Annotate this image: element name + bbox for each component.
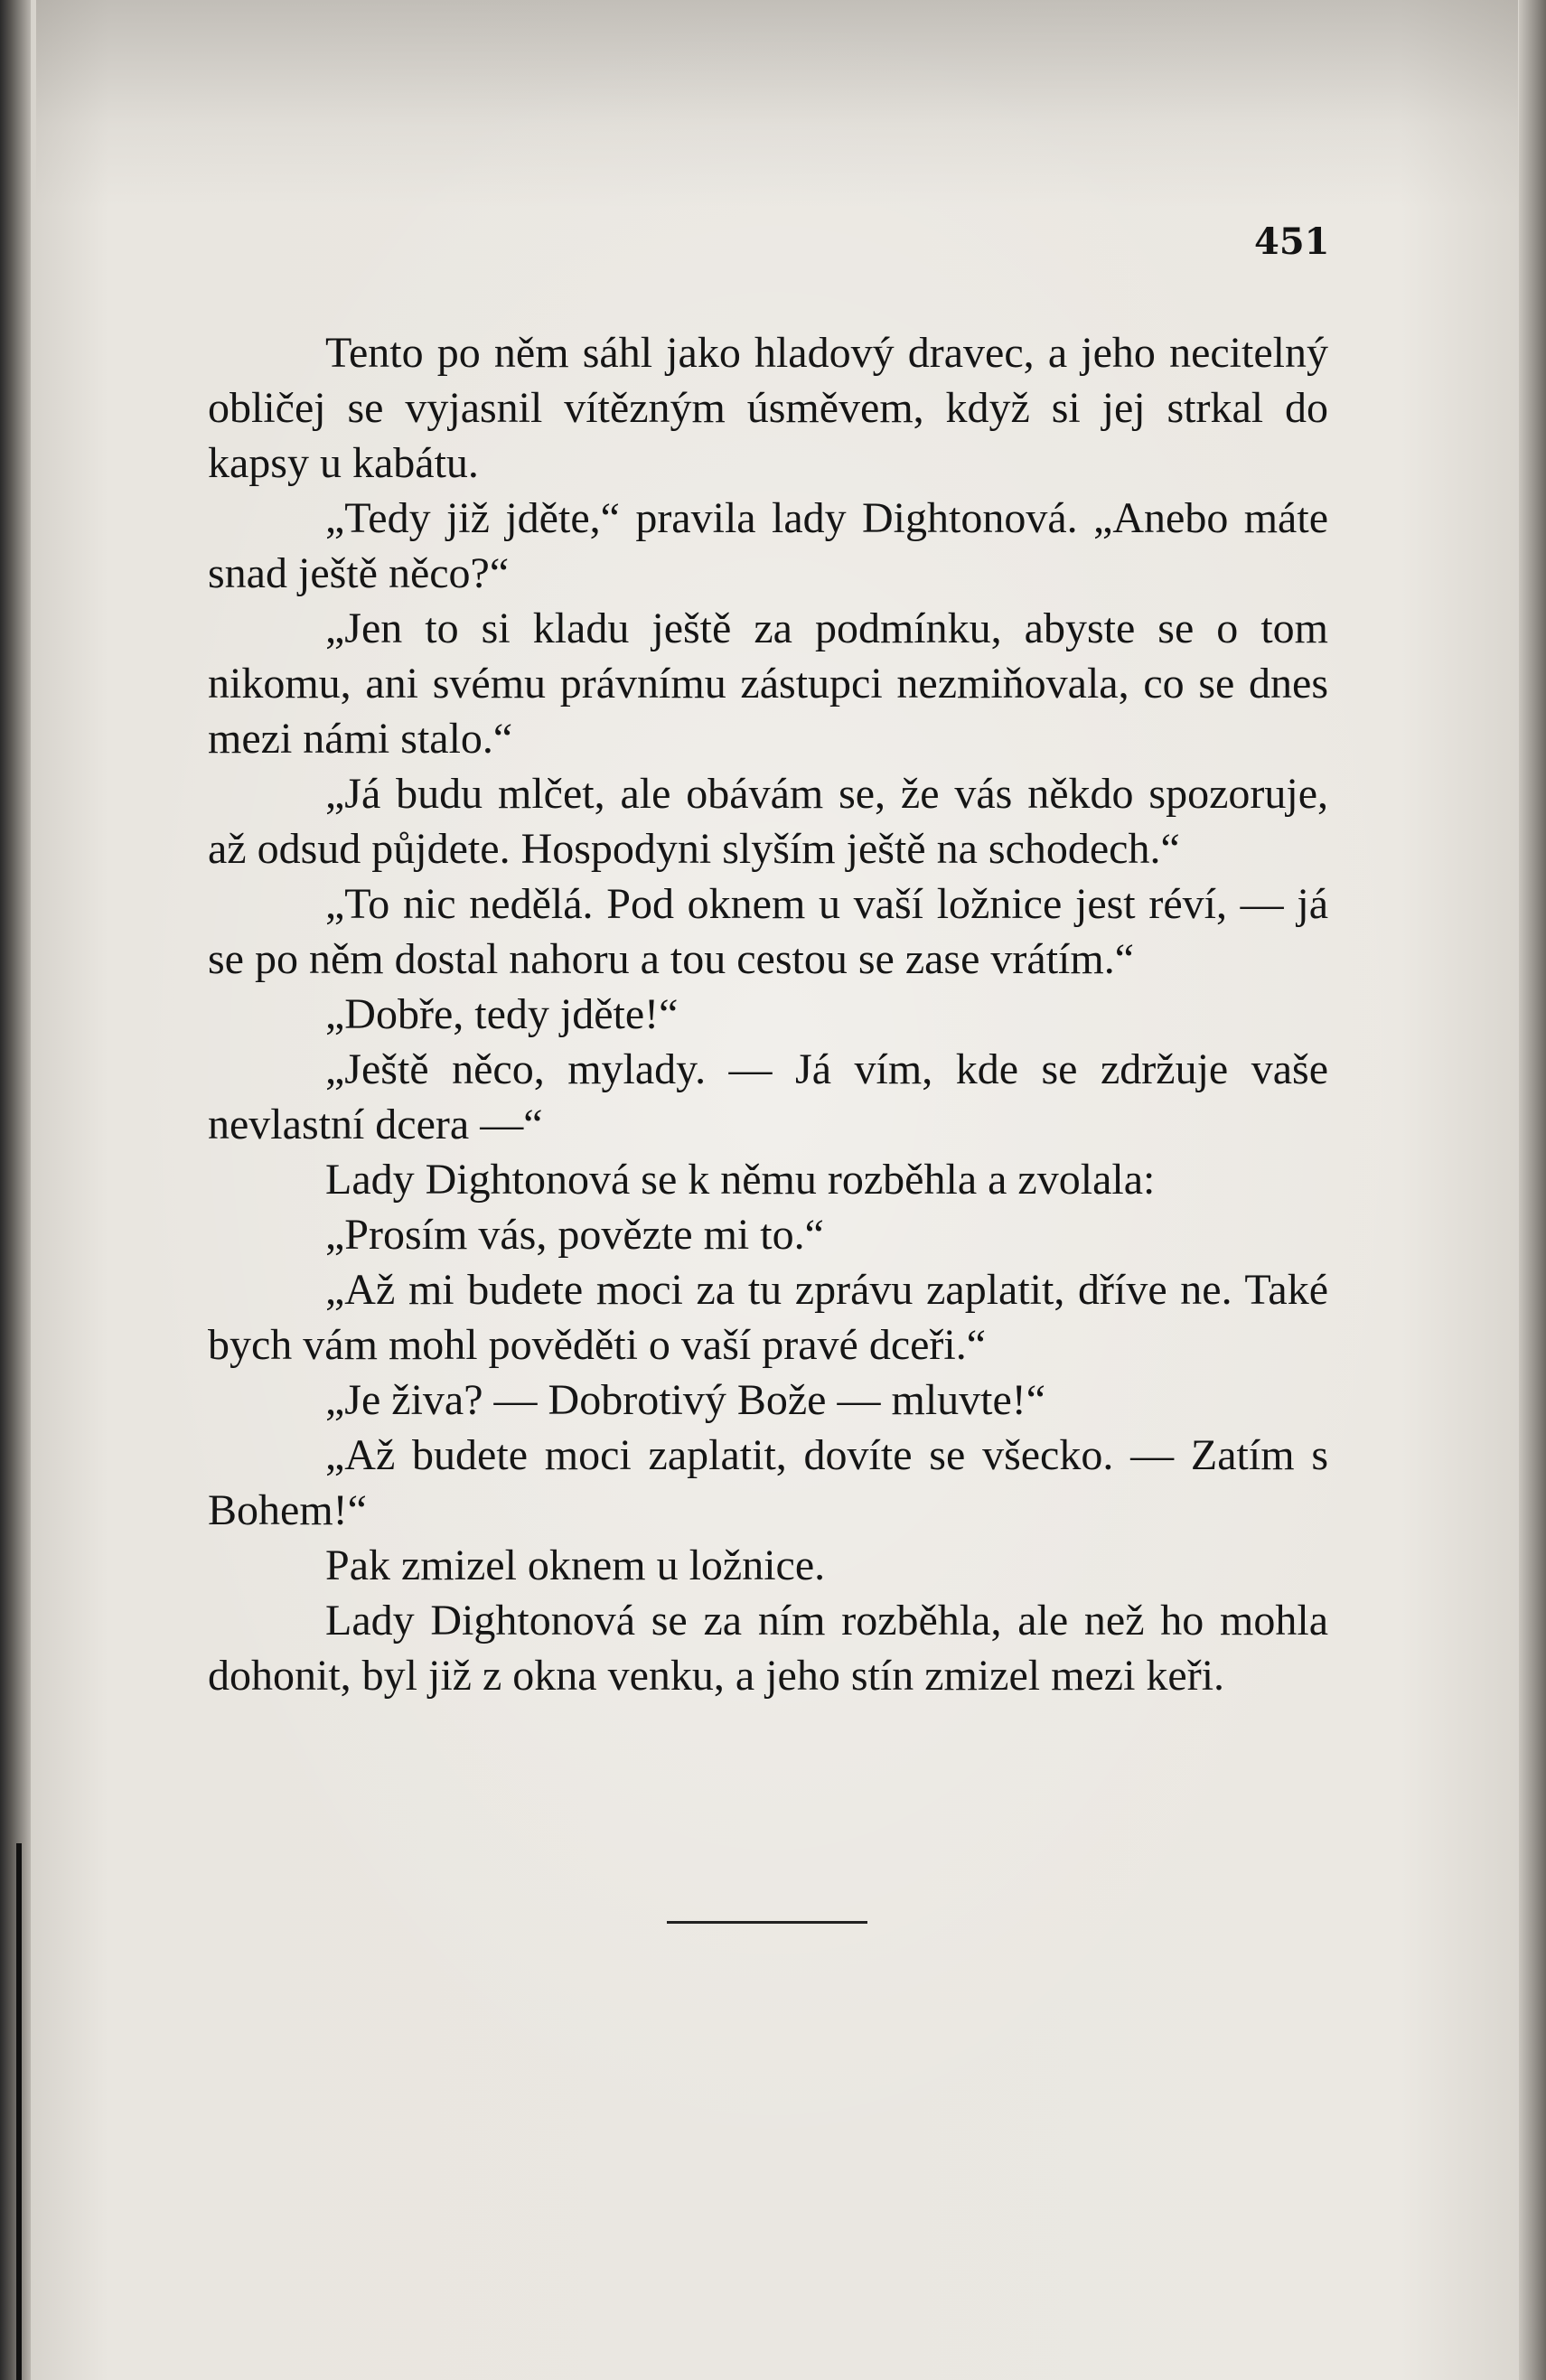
left-page-edge	[0, 0, 31, 2380]
paragraph: „Ještě něco, mylady. — Já vím, kde se zdržuje vaše nevlastní dcera —“	[208, 1045, 1328, 1148]
paragraph: „To nic nedělá. Pod oknem u vaší ložnice jest réví, — já se po něm dostal nahoru a tou cestou se zase vrátím.“	[208, 880, 1328, 983]
paragraph: „Prosím vás, povězte mi to.“	[325, 1211, 824, 1259]
paragraph: Tento po něm sáhl jako hladový dravec, a jeho necitelný obličej se vyjasnil vítězným úsměvem, když si jej strkal do kapsy u kabátu.	[208, 329, 1328, 487]
paragraph: Pak zmizel oknem u ložnice.	[325, 1541, 826, 1589]
paragraph: „Tedy již jděte,“ pravila lady Dightonová. „Anebo máte snad ještě něco?“	[208, 494, 1328, 597]
top-smudge	[36, 0, 1518, 208]
page-number: 451	[1254, 220, 1330, 263]
right-page-edge	[1519, 0, 1546, 2380]
paragraph: „Až budete moci zaplatit, dovíte se všecko. — Zatím s Bohem!“	[208, 1431, 1328, 1534]
paragraph: „Jen to si kladu ještě za podmínku, abyste se o tom nikomu, ani svému právnímu zástupci nezmiňovala, co se dnes mezi námi stalo.“	[208, 604, 1328, 763]
paragraph: Lady Dightonová se k němu rozběhla a zvolala:	[325, 1156, 1156, 1204]
paragraph: „Je živa? — Dobrotivý Bože — mluvte!“	[325, 1376, 1046, 1424]
left-binding-line	[16, 1843, 22, 2380]
body-text	[208, 325, 1328, 1703]
paragraph: Lady Dightonová se za ním rozběhla, ale než ho mohla dohonit, byl již z okna venku, a jeho stín zmizel mezi keři.	[208, 1597, 1328, 1700]
paragraph: „Já budu mlčet, ale obávám se, že vás někdo spozoruje, až odsud půjdete. Hospodyni slyším ještě na schodech.“	[208, 770, 1328, 873]
paragraph: „Dobře, tedy jděte!“	[325, 990, 679, 1038]
paragraph: „Až mi budete moci za tu zprávu zaplatit, dříve ne. Také bych vám mohl pověděti o vaší pravé dceři.“	[208, 1266, 1328, 1369]
section-end-rule	[667, 1921, 867, 1924]
